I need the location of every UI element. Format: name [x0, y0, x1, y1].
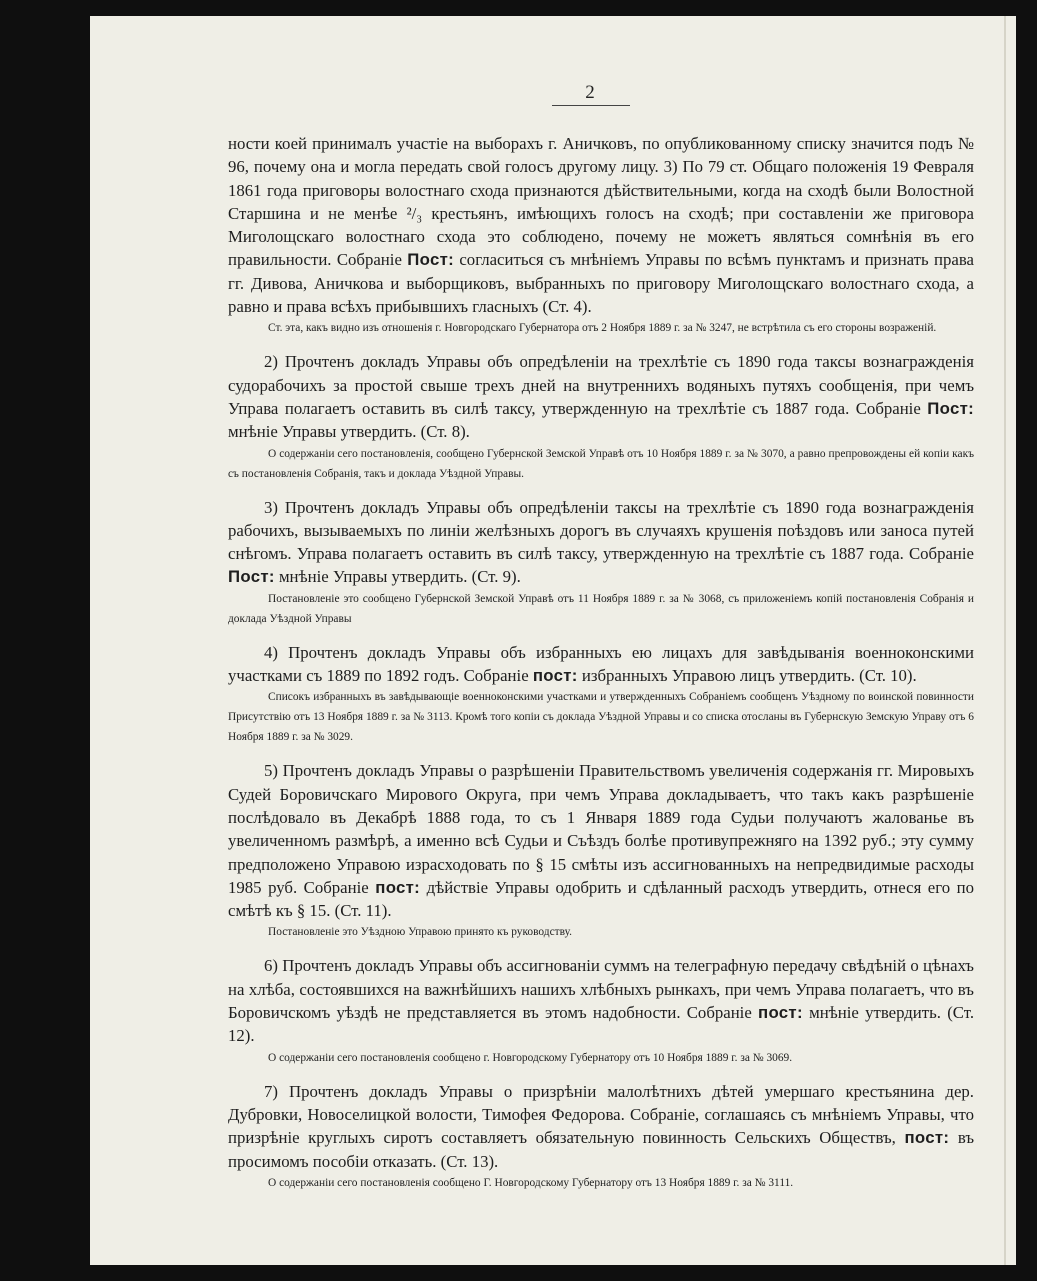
page-edge-line — [1004, 16, 1006, 1265]
post-label: Пост: — [228, 567, 275, 587]
post-label: пост: — [758, 1003, 803, 1023]
post-label: пост: — [532, 666, 578, 686]
page-number-rule — [552, 105, 630, 106]
note-5: Постановленіе это Уѣздною Управою принято къ руководству. — [268, 926, 573, 939]
paragraph-6: 6) Прочтенъ докладъ Управы объ ассигнованіи суммъ на телеграфную передачу свѣдѣній о цѣнахъ на хлѣба, состоявшихся на важнѣйшихъ нашихъ хлѣбныхъ рынкахъ, при чемъ Управа полагаетъ, что въ Боровичскомъ уѣздѣ не представляется въ этомъ надобности. Собраніе пост: мнѣніе утвердить. (Ст. 12). — [228, 956, 975, 1046]
post-label: пост: — [904, 1128, 950, 1148]
intro-post-label: Пост: — [407, 250, 454, 270]
page-body — [228, 132, 974, 1193]
page-number: 2 — [585, 82, 595, 103]
note-6: О содержаніи сего постановленія сообщено г. Новгородскому Губернатору отъ 10 Ноября 1889 г. за № 3069. — [268, 1051, 793, 1064]
intro-text: ности коей принималъ участіе на выборахъ г. Аничковъ, по опубликованному списку значится подъ № 96, почему она и могла передать свой голосъ другому лицу. 3) По 79 ст. Общаго положенія 19 Февраля 1861 года приговоры волостнаго схода признаются дѣйствительными, когда на сходѣ были Волостной Старшина и не менѣе ²/₃ крестьянъ, имѣющихъ голосъ на сходѣ; при составленіи же приговора Миголощскаго волостнаго схода это соблюдено, почему не можетъ являться сомнѣнія въ его правильности. Собраніе — [228, 134, 974, 270]
intro-note: Ст. эта, какъ видно изъ отношенія г. Новгородскаго Губернатора отъ 2 Ноября 1889 г. за № 3247, не встрѣтила съ его стороны возраженій. — [268, 322, 937, 335]
post-label: пост: — [375, 877, 421, 897]
note-7: О содержаніи сего постановленія сообщено Г. Новгородскому Губернатору отъ 13 Ноября 1889 г. за № 3111. — [268, 1176, 794, 1189]
document-page — [90, 16, 1016, 1265]
paragraph-3: 3) Прочтенъ докладъ Управы объ опредѣленіи таксы на трехлѣтіе съ 1890 года вознагражденія рабочихъ, вызываемыхъ по линіи желѣзныхъ дорогъ въ случаяхъ крушенія поѣздовъ или заноса путей снѣгомъ. Управа полагаетъ оставить въ силѣ таксу, утвержденную на трехлѣтіе съ 1887 года. Собраніе Пост: мнѣніе Управы утвердить. (Ст. 9). — [228, 497, 974, 587]
paragraph-2: 2) Прочтенъ докладъ Управы объ опредѣленіи на трехлѣтіе съ 1890 года таксы вознагражденія судорабочихъ за простой свыше трехъ дней на внутреннихъ водяныхъ путяхъ сообщенія, при чемъ Управа полагаетъ оставить въ силѣ таксу, утвержденную на трехлѣтіе съ 1887 года. Собраніе Пост: мнѣніе Управы утвердить. (Ст. 8). — [228, 352, 974, 442]
paragraph-7: 7) Прочтенъ докладъ Управы о призрѣніи малолѣтнихъ дѣтей умершаго крестьянина дер. Дубровки, Новоселицкой волости, Тимофея Федорова. Собраніе, соглашаясь съ мнѣніемъ Управы, что призрѣніе круглыхъ сиротъ составляетъ обязательную повинность Сельскихъ Обществъ, пост: въ просимомъ пособіи отказать. (Ст. 13). — [228, 1081, 975, 1171]
post-label: Пост: — [927, 398, 974, 418]
note-4: Списокъ избранныхъ въ завѣдывающіе военноконскими участками и утвержденныхъ Собраніемъ сообщенъ Уѣздному по воинской повинности Присутствію отъ 13 Ноября 1889 г. за № 3113. Кромѣ того копіи съ доклада Уѣздной Управы и со списка отосланы въ Губернскую Земскую Управу отъ 6 Ноября 1889 г. за № 3029. — [228, 691, 974, 744]
paragraph-5: 5) Прочтенъ докладъ Управы о разрѣшеніи Правительствомъ увеличенія содержанія гг. Мировыхъ Судей Боровичскаго Мирового Округа, при чемъ Управа докладываетъ, что такъ какъ разрѣшеніе послѣдовало въ Декабрѣ 1888 года, то съ 1 Января 1889 года Судьи получаютъ жалованье въ увеличенномъ размѣрѣ, а именно всѣ Судьи и Съѣздъ болѣе противупрежняго на 1392 руб.; эту сумму предположено Управою израсходовать по § 15 смѣты изъ ассигнованныхъ на непредвидимые расходы 1985 руб. Собраніе пост: дѣйствіе Управы одобрить и сдѣланный расходъ утвердить, отнеся его по смѣтѣ къ § 15. (Ст. 11). — [228, 761, 975, 921]
note-2: О содержаніи сего постановленія, сообщено Губернской Земской Управѣ отъ 10 Ноября 1889 г. за № 3070, а равно препровождены ей копіи какъ съ постановленія Собранія, такъ и доклада Уѣздной Управы. — [228, 447, 974, 480]
intro-paragraph — [228, 132, 974, 318]
paragraph-4: 4) Прочтенъ докладъ Управы объ избранныхъ ею лицахъ для завѣдыванія военноконскими участками съ 1889 по 1892 годъ. Собраніе пост: избранныхъ Управою лицъ утвердить. (Ст. 10). — [228, 642, 974, 686]
intro-tail: согласиться съ мнѣніемъ Управы по всѣмъ пунктамъ и признать права гг. Дивова, Аничкова и выборщиковъ, выбранныхъ по приговору Миголощскаго волостнаго схода, а равно и права всѣхъ прибывшихъ гласныхъ (Ст. 4). — [228, 250, 974, 317]
note-3: Постановленіе это сообщено Губернской Земской Управѣ отъ 11 Ноября 1889 г. за № 3068, съ приложеніемъ копій постановленія Собранія и доклада Уѣздной Управы — [228, 592, 974, 625]
